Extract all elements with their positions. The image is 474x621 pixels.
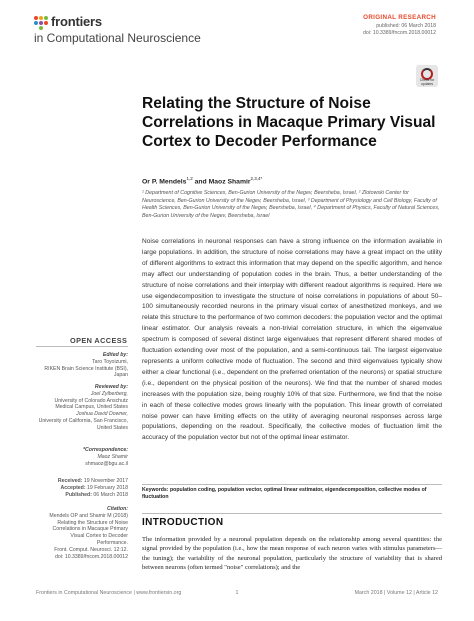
author-line xyxy=(142,176,262,185)
published-date: published: 06 March 2018 xyxy=(376,23,436,29)
introduction-paragraph: The information provided by a neuronal population depends on the relationship among several quantities: the signal provided by the population (i.e., how the mean response of each neuron varies with stimulus parameters—the tuning); the variability of the neuronal population, particularly the structure of variability that is shared between neurons (often termed "noise" correlations); and the xyxy=(142,536,442,572)
citation-line: Front. Comput. Neurosci. 12:12. xyxy=(54,546,128,553)
divider xyxy=(36,346,128,347)
reviewer-line: Medical Campus, United States xyxy=(55,404,128,411)
affiliations: ¹ Department of Cognitive Sciences, Ben-Gurion University of the Negev, Beersheba, Israel, ² Zlotowski Center for Neuroscience, Ben-Gurion University of the Negev, Beersheba, Israel, ³ Department of Physiology and Cell Biology, Faculty of Health Sciences, Ben-Gurion University of the Negev, Beersheba, Israel, ⁴ Department of Physics, Faculty of Natural Sciences, Ben-Gurion University of the Negev, Beersheba, Israel xyxy=(142,190,440,220)
doi-link[interactable]: doi: 10.3389/fncom.2018.00012 xyxy=(363,30,436,36)
citation-line: Relating the Structure of Noise xyxy=(57,519,128,526)
keywords xyxy=(142,487,442,501)
citation-line: Performance. xyxy=(96,539,128,546)
reviewer-line: Joshua David Downer, xyxy=(76,411,128,418)
citation-line: Visual Cortex to Decoder xyxy=(70,533,128,540)
article-title: Relating the Structure of Noise Correlations in Macaque Primary Visual Cortex to Decoder Performance xyxy=(142,95,436,150)
keywords-label: Keywords: xyxy=(142,487,169,493)
received-date: 19 November 2017 xyxy=(83,478,128,484)
article-type: ORIGINAL RESEARCH xyxy=(363,14,436,21)
citation-label: Citation: xyxy=(106,506,128,512)
accepted-label: Accepted: xyxy=(60,484,86,491)
author-name[interactable]: Or P. Mendels xyxy=(142,178,187,186)
keywords-list: population coding, population vector, optimal linear estimator, eigendecomposition, collective modes of fluctuation xyxy=(142,487,427,501)
published-label: Published: xyxy=(65,491,92,498)
footer-journal-link[interactable]: Frontiers in Computational Neuroscience | www.frontiersin.org xyxy=(36,590,182,596)
editor-line: Japan xyxy=(113,372,128,379)
citation-block xyxy=(49,506,128,560)
check-for-updates-button[interactable] xyxy=(416,65,438,87)
author-name[interactable]: Maoz Shamir xyxy=(208,178,251,186)
accepted-date: 19 February 2018 xyxy=(87,484,128,491)
editor-line: Taro Toyoizumi, xyxy=(92,358,128,365)
divider xyxy=(142,484,442,485)
citation-line: Correlations in Macaque Primary xyxy=(52,526,128,533)
reviewed-by-label: Reviewed by: xyxy=(94,384,128,390)
reviewer-line: Joel Zylberberg, xyxy=(90,390,128,397)
correspondence-block xyxy=(83,447,128,467)
journal-brand: frontiers xyxy=(51,14,102,29)
citation-doi[interactable]: doi: 10.3389/fncom.2018.00012 xyxy=(55,553,128,560)
page-number: 1 xyxy=(235,590,239,596)
section-heading-introduction: INTRODUCTION xyxy=(142,517,224,528)
journal-logo[interactable] xyxy=(34,14,201,54)
divider xyxy=(142,513,442,514)
dates-block xyxy=(58,478,128,498)
footer-volume-info: March 2018 | Volume 12 | Article 12 xyxy=(354,590,438,596)
updates-label: Check for updates xyxy=(419,78,435,86)
author-joiner: and xyxy=(192,178,209,186)
correspondence-email[interactable]: shmaoz@bgu.ac.il xyxy=(85,460,128,467)
abstract: Noise correlations in neuronal responses can have a strong influence on the information available in large populations. In addition, the structure of noise correlations may have a great impact on the utility of different algorithms to extract this information that may depend on the specific algorithm, and hence may affect our understanding of population codes in the brain. Thus, a better understanding of the structure of noise correlations and their interplay with different readout algorithms is required. Here we use eigendecomposition to investigate the structure of noise correlations in populations of about 50–100 simultaneously recorded neurons in the primary visual cortex of anesthetized monkeys, and we relate this structure to the performance of two common decoders: the population vector and the optimal linear estimator. Our analysis reveals a non-trivial correlation structure, in which the eigenvalue spectrum is composed of several distinct large eigenvalues that represent different shared modes of fluctuation extending over most of the population, and a semi-continuous tail. The largest eigenvalue represents a uniform collective mode of fluctuation. The second and third eigenvalues typically show either a clear functional (i.e., dependent on the preferred orientation of the neurons) or spatial structure (i.e., dependent on the physical position of the neurons). We find that the number of shared modes increases with the population size, being roughly 10% of that size. Furthermore, we find that the noise in each of these collective modes grows linearly with the population. This linear growth of correlated noise power can have limiting effects on the utility of averaging neuronal responses across large populations, depending on the readout. Specifically, the collective modes of fluctuation limit the accuracy of the population vector but not of the optimal linear estimator. xyxy=(142,238,442,442)
correspondence-label: *Correspondence: xyxy=(83,447,128,453)
published-date-sidebar: 06 March 2018 xyxy=(93,491,128,498)
open-access-label: OPEN ACCESS xyxy=(70,336,128,345)
reviewer-line: United States xyxy=(96,424,128,431)
edited-by-block xyxy=(44,352,128,379)
editor-line: RIKEN Brain Science Institute (BSI), xyxy=(44,365,128,372)
publication-info xyxy=(363,23,436,37)
edited-by-label: Edited by: xyxy=(102,352,128,358)
reviewed-by-block xyxy=(39,384,128,432)
frontiers-logo-icon xyxy=(34,16,48,30)
author-affiliation-marker: 1,2 xyxy=(186,176,193,181)
author-affiliation-marker: 2,3,4* xyxy=(250,176,263,181)
correspondence-name: Maoz Shamir xyxy=(97,453,128,460)
received-label: Received: xyxy=(57,478,83,484)
reviewer-line: University of California, San Francisco, xyxy=(38,417,128,424)
journal-subtitle: in Computational Neuroscience xyxy=(34,31,201,45)
reviewer-line: University of Colorado Anschutz xyxy=(54,397,128,404)
citation-line: Mendels OP and Shamir M (2018) xyxy=(49,512,128,519)
